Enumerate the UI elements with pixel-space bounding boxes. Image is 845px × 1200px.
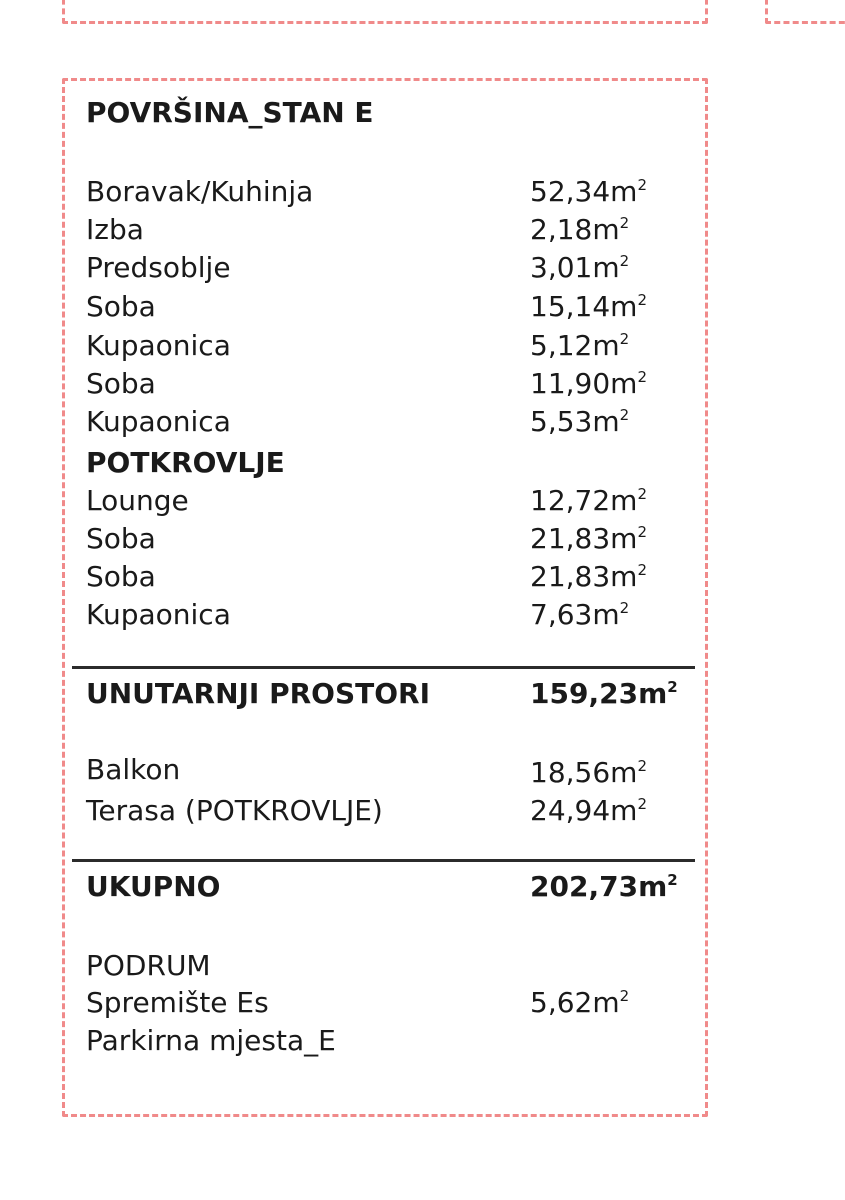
room-area: $3,01m^2$ bbox=[530, 251, 630, 284]
basement-item-area: $5,62m^2$ bbox=[530, 986, 630, 1019]
attic-room-name: Lounge bbox=[86, 484, 189, 517]
grand-total-label: UKUPNO bbox=[86, 870, 221, 903]
exterior-area: $18,56m^2$ bbox=[530, 756, 647, 789]
room-name: Kupaonica bbox=[86, 329, 231, 362]
room-area: $15,14m^2$ bbox=[530, 290, 647, 323]
attic-room-name: Soba bbox=[86, 522, 156, 555]
attic-room-area: $12,72m^2$ bbox=[530, 484, 647, 517]
room-area: $5,53m^2$ bbox=[530, 405, 630, 438]
adjacent-apartment-box bbox=[765, 0, 845, 24]
previous-apartment-box bbox=[62, 0, 708, 24]
attic-room-area: $21,83m^2$ bbox=[530, 522, 647, 555]
interior-total-area: $159,23m^2$ bbox=[530, 677, 678, 710]
interior-total-rule bbox=[72, 666, 695, 669]
exterior-name: Terasa (POTKROVLJE) bbox=[86, 794, 383, 827]
room-area: $2,18m^2$ bbox=[530, 213, 630, 246]
room-area: $52,34m^2$ bbox=[530, 175, 647, 208]
grand-total-rule bbox=[72, 859, 695, 862]
basement-item-name: Parkirna mjesta_E bbox=[86, 1024, 336, 1057]
interior-total-label: UNUTARNJI PROSTORI bbox=[86, 677, 431, 710]
attic-room-name: Kupaonica bbox=[86, 598, 231, 631]
grand-total-area: $202,73m^2$ bbox=[530, 870, 678, 903]
room-name: Izba bbox=[86, 213, 144, 246]
room-area: $11,90m^2$ bbox=[530, 367, 647, 400]
attic-room-name: Soba bbox=[86, 560, 156, 593]
table-title: POVRŠINA_STAN E bbox=[86, 96, 374, 129]
room-name: Soba bbox=[86, 367, 156, 400]
basement-heading: PODRUM bbox=[86, 949, 211, 982]
room-area: $5,12m^2$ bbox=[530, 329, 630, 362]
basement-item-name: Spremište Es bbox=[86, 986, 269, 1019]
attic-room-area: $7,63m^2$ bbox=[530, 598, 630, 631]
exterior-area: $24,94m^2$ bbox=[530, 794, 647, 827]
attic-room-area: $21,83m^2$ bbox=[530, 560, 647, 593]
room-name: Kupaonica bbox=[86, 405, 231, 438]
attic-heading: POTKROVLJE bbox=[86, 446, 285, 479]
room-name: Boravak/Kuhinja bbox=[86, 175, 314, 208]
room-name: Predsoblje bbox=[86, 251, 231, 284]
room-name: Soba bbox=[86, 290, 156, 323]
exterior-name: Balkon bbox=[86, 753, 181, 786]
